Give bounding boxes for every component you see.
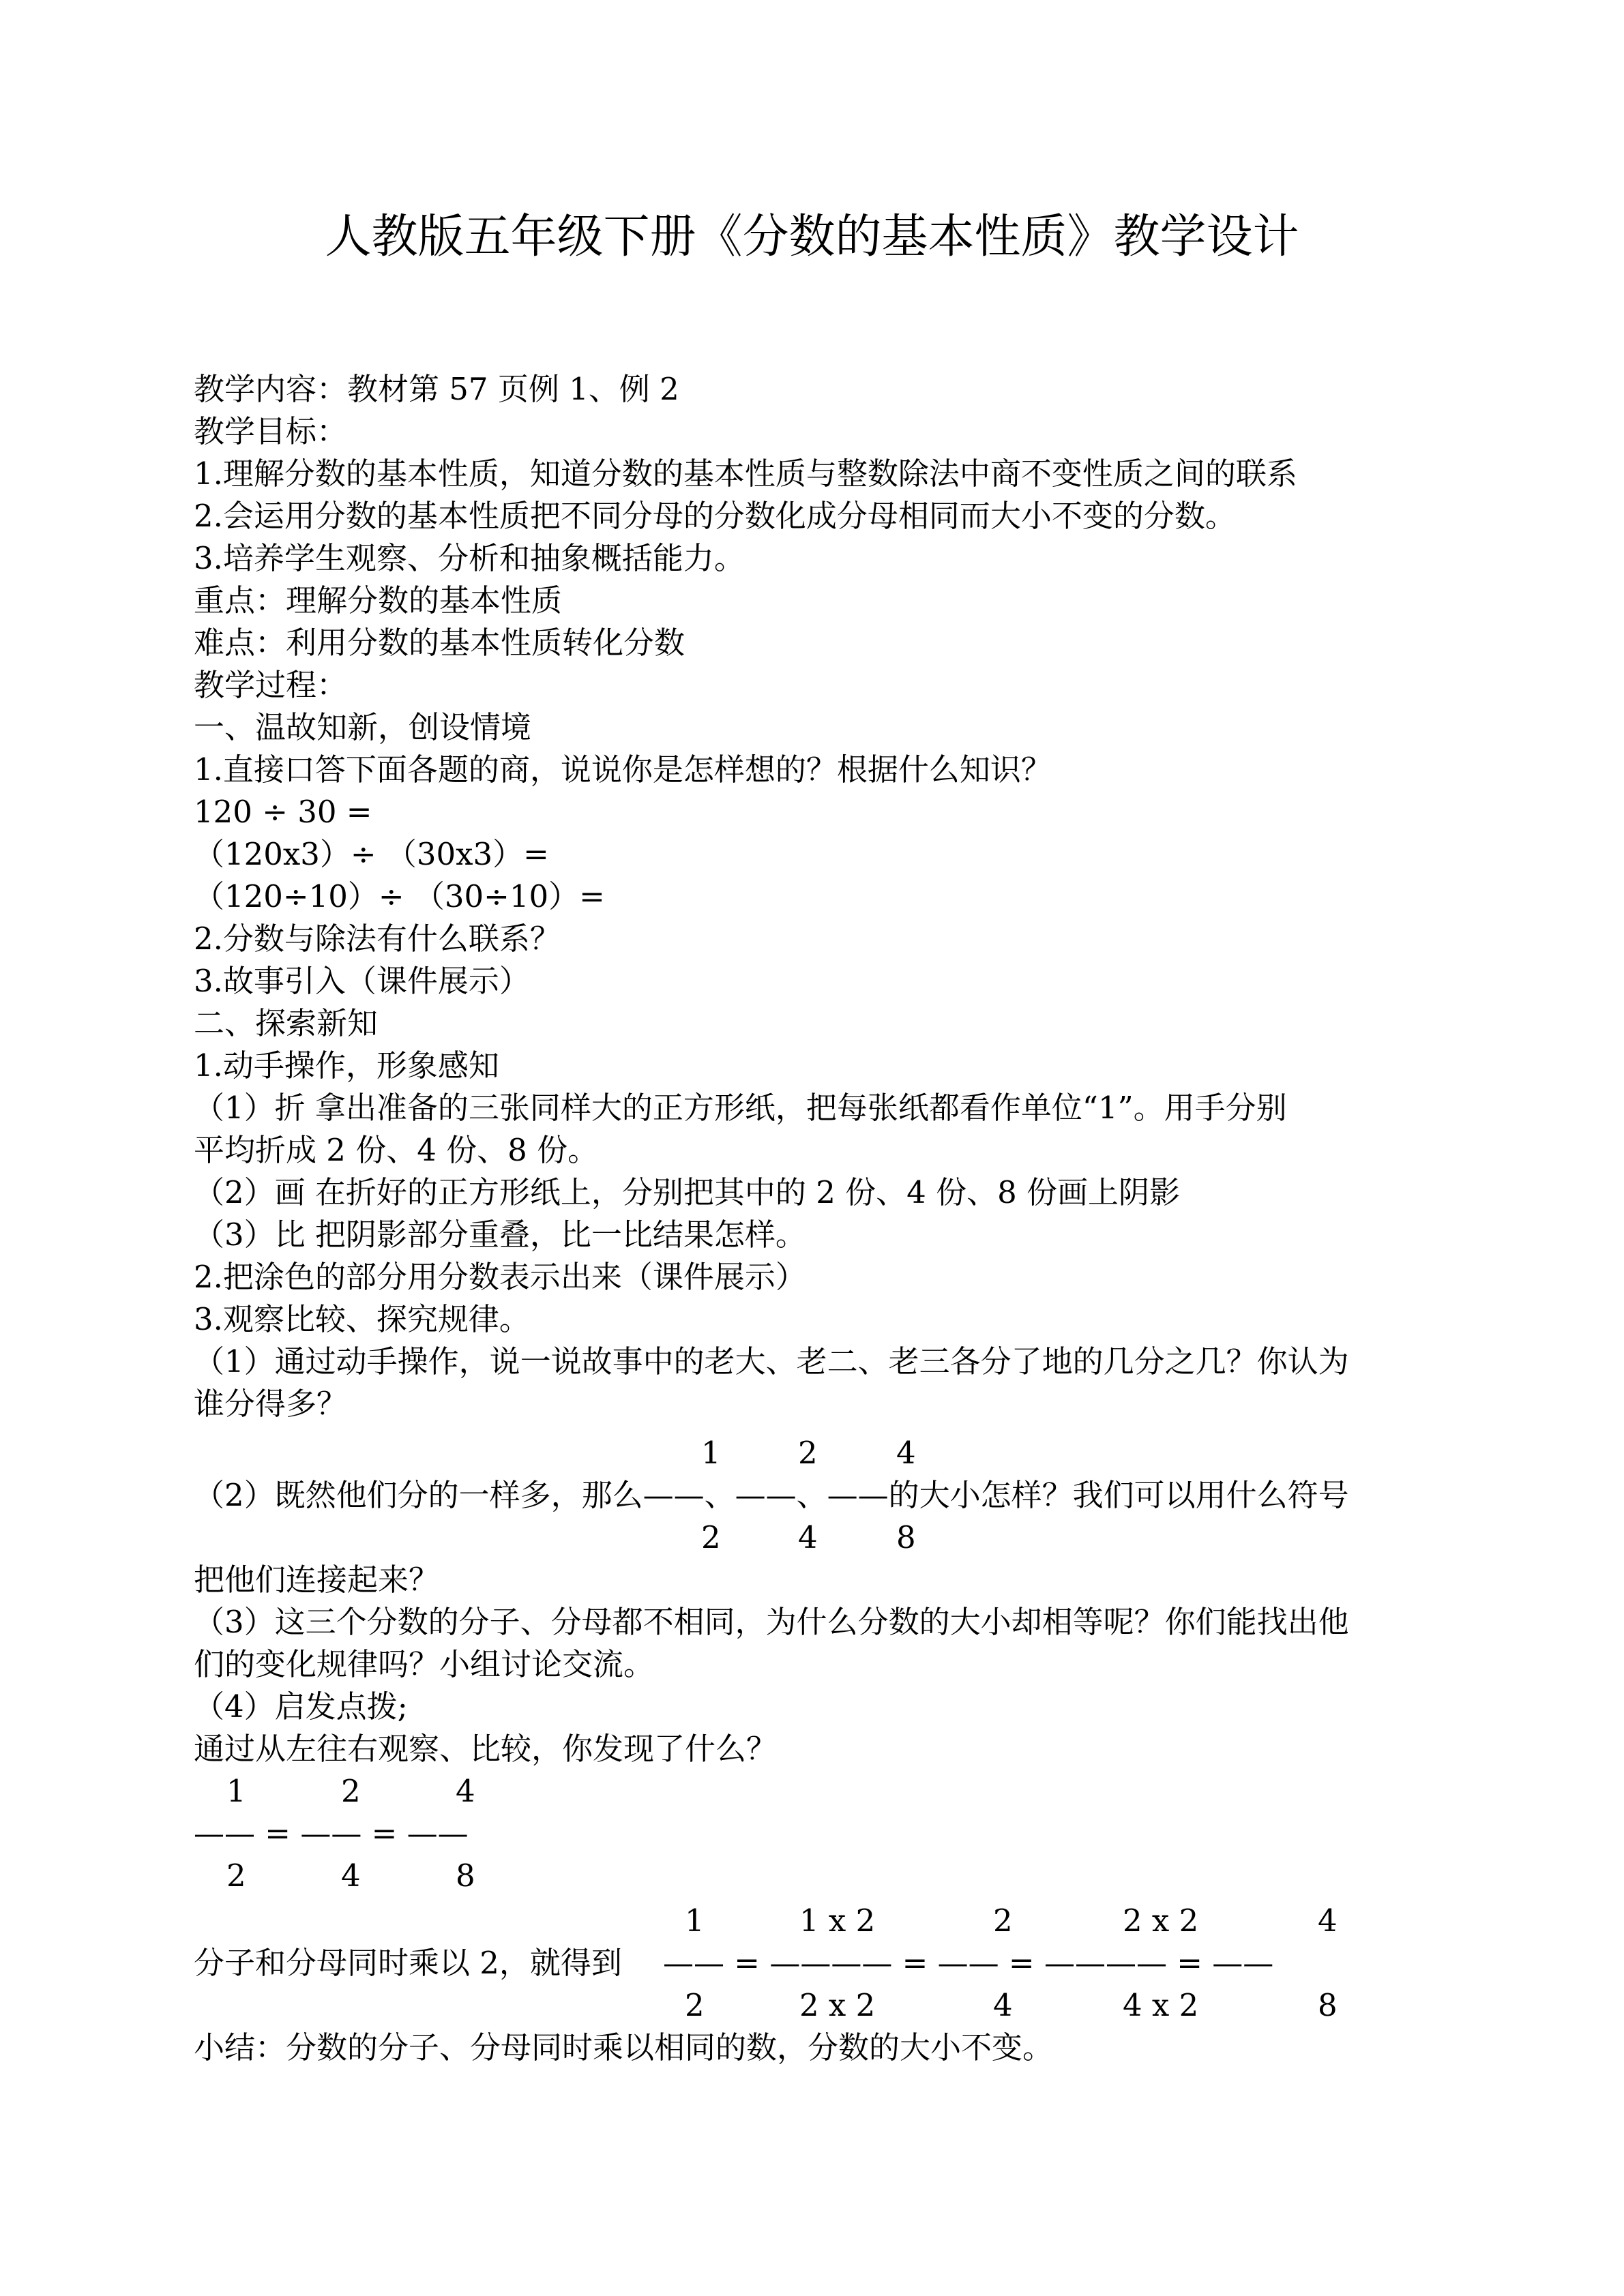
fraction-numerator: 4 (456, 1773, 475, 1809)
text-line: 把他们连接起来？ (194, 1562, 440, 1598)
text-line: 通过从左往右观察、比较，你发现了什么？ (194, 1731, 778, 1767)
text-line: （1）折 拿出准备的三张同样大的正方形纸，把每张纸都看作单位“1”。用手分别 (194, 1090, 1287, 1126)
fraction-denominator: 2 (685, 1987, 705, 2023)
text-line: （4）启发点拨; (194, 1688, 408, 1725)
fraction-numerator: 1 x 2 (799, 1903, 876, 1939)
text-line: 120 ÷ 30 = (194, 794, 372, 830)
summary-line: 小结：分数的分子、分母同时乘以相同的数，分数的大小不变。 (194, 2029, 1054, 2066)
fraction-numerator: 4 (896, 1435, 916, 1471)
fraction-numerator: 1 (226, 1773, 246, 1809)
text-line: 教学过程： (194, 667, 348, 703)
text-line: 谁分得多？ (194, 1386, 348, 1422)
text-line: 2.分数与除法有什么联系？ (194, 921, 561, 957)
fraction-numerator: 1 (685, 1903, 705, 1939)
fraction-denominator: 2 (226, 1858, 246, 1894)
fraction-denominator: 4 (341, 1858, 361, 1894)
text-line: 3.故事引入（课件展示） (194, 963, 530, 999)
text-line: 1.理解分数的基本性质，知道分数的基本性质与整数除法中商不变性质之间的联系 (194, 456, 1297, 492)
fraction-denominator: 2 (701, 1519, 721, 1555)
fraction-denominator: 2 x 2 (799, 1987, 876, 2023)
text-line: 们的变化规律吗？小组讨论交流。 (194, 1646, 655, 1682)
text-line: （1）通过动手操作，说一说故事中的老大、老二、老三各分了地的几分之几？你认为 (194, 1343, 1349, 1380)
fraction-numerator: 4 (1318, 1903, 1338, 1939)
text-line: 二、探索新知 (194, 1005, 379, 1041)
fraction-numerator: 2 (341, 1773, 361, 1809)
fraction-denominator: 4 x 2 (1123, 1987, 1199, 2023)
text-line: 3.观察比较、探究规律。 (194, 1301, 530, 1337)
document-title: 人教版五年级下册《分数的基本性质》教学设计 (325, 210, 1299, 264)
text-line: 难点：利用分数的基本性质转化分数 (194, 625, 685, 661)
fraction-denominator: 4 (798, 1519, 818, 1555)
text-line: （120÷10）÷ （30÷10）= (194, 878, 605, 914)
equation-label: 分子和分母同时乘以 2，就得到 (194, 1945, 622, 1981)
fraction-denominator: 4 (993, 1987, 1013, 2023)
text-line: 2.会运用分数的基本性质把不同分母的分数化成分母相同而大小不变的分数。 (194, 498, 1236, 534)
text-line: （120x3）÷ （30x3）= (194, 836, 549, 872)
text-line: 2.把涂色的部分用分数表示出来（课件展示） (194, 1259, 806, 1295)
fraction-numerator: 2 x 2 (1123, 1903, 1199, 1939)
text-line: 1.动手操作，形象感知 (194, 1047, 499, 1084)
fraction-numerator: 2 (798, 1435, 818, 1471)
equation-bar: —— = —— = —— (194, 1815, 469, 1851)
fraction-numerator: 1 (701, 1435, 721, 1471)
text-line: （3）比 把阴影部分重叠，比一比结果怎样。 (194, 1217, 806, 1253)
equation-bar: —— = ———— = —— = ———— = —— (663, 1945, 1274, 1981)
text-line: 3.培养学生观察、分析和抽象概括能力。 (194, 540, 745, 576)
fraction-denominator: 8 (456, 1858, 475, 1894)
text-line: 教学内容：教材第 57 页例 1、例 2 (194, 371, 679, 407)
text-line: 教学目标： (194, 413, 348, 449)
text-line: （2）画 在折好的正方形纸上，分别把其中的 2 份、4 份、8 份画上阴影 (194, 1174, 1181, 1210)
text-line: （2）既然他们分的一样多，那么——、——、——的大小怎样？我们可以用什么符号 (194, 1477, 1349, 1513)
text-line: 1.直接口答下面各题的商，说说你是怎样想的？根据什么知识？ (194, 751, 1052, 788)
text-line: 平均折成 2 份、4 份、8 份。 (194, 1132, 599, 1168)
text-line: 一、温故知新，创设情境 (194, 709, 532, 745)
text-line: （3）这三个分数的分子、分母都不相同，为什么分数的大小却相等呢？你们能找出他 (194, 1604, 1349, 1640)
fraction-denominator: 8 (1318, 1987, 1338, 2023)
fraction-denominator: 8 (896, 1519, 916, 1555)
fraction-numerator: 2 (993, 1903, 1013, 1939)
text-line: 重点：理解分数的基本性质 (194, 582, 563, 618)
